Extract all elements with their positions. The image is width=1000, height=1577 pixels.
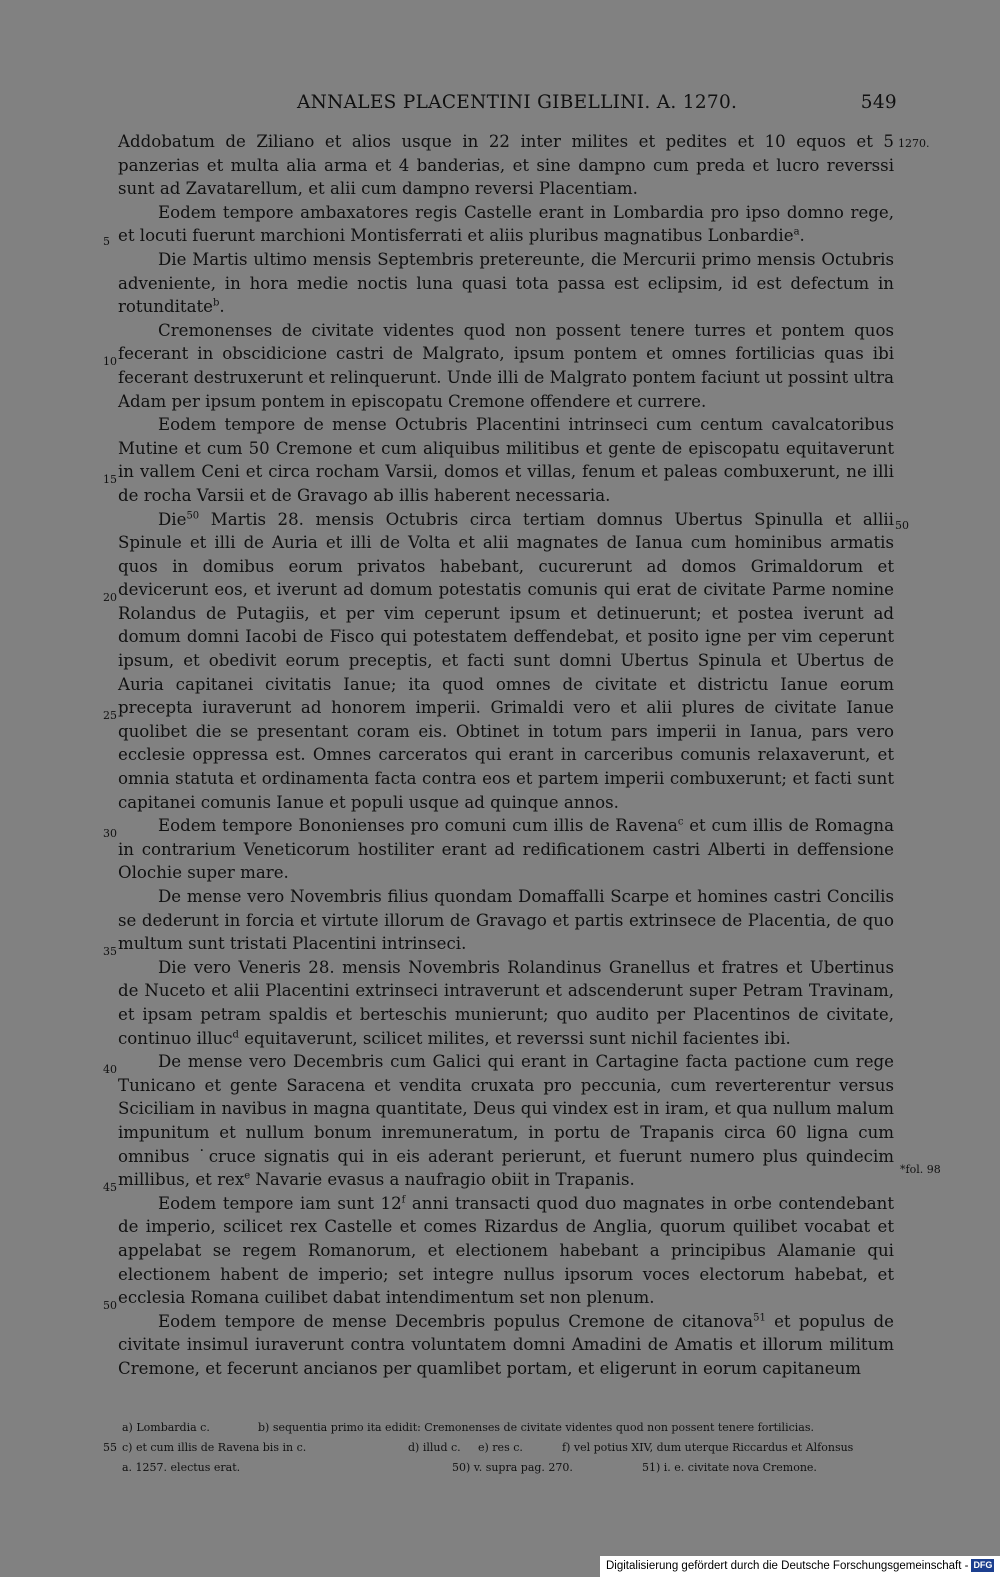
- paragraph: [118, 1310, 894, 1381]
- margin-note-number: 50: [895, 519, 909, 532]
- line-number: 10: [103, 355, 117, 368]
- line-number: 20: [103, 591, 117, 604]
- footnote: f) vel potius XIV, dum uterque Riccardus et Alfonsus: [562, 1441, 854, 1454]
- line-number: 25: [103, 709, 117, 722]
- paragraph-tail: .: [799, 226, 805, 246]
- note-ref: 50: [186, 509, 200, 521]
- paragraph-text: Eodem tempore iam sunt 12: [158, 1193, 402, 1213]
- dfg-logo: DFG: [973, 1560, 993, 1570]
- paragraph-tail: .: [219, 297, 225, 317]
- paragraph-tail: anni transacti quod duo magnates in orbe contendebant de imperio, scilicet rex Castelle et comes Rizardus de Anglia, quorum quilibet vocabat et appelabat se regem Romanorum, et electionem habebant a principibus Alamanie qui electionem habent de imperio; set integre nullus ipsorum voces electorum habebat, et ecclesia Romana cuilibet dabat intendimentum set non plenum.: [118, 1193, 894, 1308]
- paragraph-text: Eodem tempore de mense Octubris Placentini intrinseci cum centum cavalcatoribus Mutine et cum 50 Cremone et cum aliquibus militibus et gente de episcopatu equitaverunt in vallem Ceni et circa rocham Varsii, domos et villas, fenum et paleas combuxerunt, ne illi de rocha Varsii et de Gravago ab illis haberent necessaria.: [118, 415, 894, 505]
- footnote: e) res c.: [478, 1441, 523, 1454]
- footnote: 50) v. supra pag. 270.: [452, 1461, 573, 1474]
- paragraph: [118, 508, 894, 815]
- margin-folio: *fol. 98: [900, 1163, 941, 1176]
- footnote: c) et cum illis de Ravena bis in c.: [122, 1441, 307, 1454]
- line-number: 50: [103, 1299, 117, 1312]
- paragraph-text: Martis 28. mensis Octubris circa tertiam domnus Ubertus Spinulla et allii Spinule et illi de Auria et illi de Volta et alii magnates de Ianua cum hominibus armatis quos in domibus eorum privatos habebant, cucurerunt ad domos Grimaldorum et devicerunt eos, et iverunt ad domum potestatis comunis qui erat de civitate Parme nomine Rolandus de Putagiis, et per vim ceperunt ipsum et detinuerunt; et postea iverunt ad domum domni Iacobi de Fisco qui potestatem deffendebat, et posito igne per vim ceperunt ipsum, et obedivit eorum preceptis, et facti sunt domni Ubertus Spinula et Ubertus de Auria capitanei civitatis Ianue; ita quod omnes de civitate et districtu Ianue eorum precepta iuraverunt ad honorem imperii. Grimaldi vero et alii plures de civitate Ianue quolibet die se presentant coram eis. Obtinet in totum pars imperii in Ianua, pars vero ecclesie oppressa est. Omnes carceratos qui erant in carceribus comunis relaxaverunt, et omnia statuta et ordinamenta facta contra eos et partem imperii combuxerunt; et facti sunt capitanei comunis Ianue et populi usque ad quinque annos.: [118, 509, 894, 812]
- margin-year: 1270.: [898, 137, 930, 150]
- footnote-ref: e: [244, 1170, 251, 1182]
- paragraph-text: Die Martis ultimo mensis Septembris pretereunte, die Mercurii primo mensis Octubris adveniente, in hora medie noctis luna quasi tota passa est eclipsim, id est defectum in rotunditate: [118, 249, 894, 317]
- paragraph-lead: Die: [158, 509, 187, 529]
- paragraph: [118, 248, 894, 319]
- paragraph: [118, 1050, 894, 1192]
- paragraph-text: Cremonenses de civitate videntes quod non possent tenere turres et pontem quos fecerant in obscidicione castri de Malgrato, ipsum pontem et omnes fortilicias quas ibi fecerant destruxerunt et relinquerunt. Unde illi de Malgrato pontem faciunt ut possint ultra Adam per ipsum pontem in episcopatu Cremone offendere et currere.: [118, 320, 894, 411]
- footnote: a) Lombardia c.: [122, 1421, 210, 1434]
- footnote-ref: d: [232, 1029, 239, 1041]
- footnote: b) sequentia primo ita edidit: Cremonenses de civitate videntes quod non possent tenere fortilicias.: [258, 1421, 814, 1434]
- paragraph-tail: equitaverunt, scilicet milites, et reverssi sunt nichil facientes ibi.: [238, 1028, 791, 1048]
- footnote-line: [122, 1418, 894, 1438]
- paragraph-tail: et populus de civitate insimul iuraverunt contra voluntatem domni Amadini de Amatis et illorum militum Cremone, et fecerunt ancianos per quamlibet portam, et eligerunt in eorum capitaneum: [118, 1311, 894, 1378]
- footnote-ref: c: [677, 816, 684, 828]
- paragraph-text: De mense vero Novembris filius quondam Domaffalli Scarpe et homines castri Concilis se dederunt in forcia et virtute illorum de Gravago et partis extrinsece de Placentia, de quo multum sunt tristati Placentini intrinseci.: [118, 887, 894, 954]
- paragraph-text: Die vero Veneris 28. mensis Novembris Rolandinus Granellus et fratres et Ubertinus de Nuceto et alii Placentini extrinseci intraverunt et adscenderunt super Petram Travinam, et ipsam petram spaldis et berteschis munierunt; quo audito per Placentinos de civitate, continuo illuc: [118, 957, 894, 1048]
- footnote-line: [122, 1438, 894, 1458]
- footnote: a. 1257. electus erat.: [122, 1461, 241, 1474]
- main-text: [118, 130, 894, 1380]
- line-number: 30: [103, 827, 117, 840]
- footnote-ref: b: [212, 297, 220, 309]
- credit-text: Digitalisierung gefördert durch die Deutsche Forschungsgemeinschaft -: [606, 1560, 969, 1572]
- paragraph: [118, 319, 894, 413]
- paragraph: [118, 130, 894, 201]
- footnote-ref: f: [401, 1194, 406, 1206]
- footnote-ref: a: [793, 226, 800, 238]
- paragraph: [118, 201, 894, 248]
- paragraph-tail: et cum illis de Romagna in contrarium Veneticorum hostiliter erant ad redificationem castri Alberti in deffensione Olochie super mare.: [118, 816, 894, 883]
- paragraph: [118, 885, 894, 956]
- line-number: 5: [103, 235, 110, 248]
- footnote: d) illud c.: [408, 1441, 461, 1454]
- paragraph-text: Eodem tempore ambaxatores regis Castelle erant in Lombardia pro ipso domno rege, et locuti fuerunt marchioni Montisferrati et aliis pluribus magnatibus Lonbardie: [118, 202, 894, 246]
- footnote-line-number: 55: [103, 1441, 117, 1454]
- paragraph-text: De mense vero Decembris cum Galici qui erant in Cartagine facta pactione cum rege Tunicano et gente Saracena et vendita cruxata pro peccunia, cum reverterentur versus Sciciliam in navibus in magna quantitate, Deus qui vindex est in iram, et qua nullum malum impunitum et nullum bonum inremuneratum, in portu de Trapanis circa 60 ligna cum omnibus ˙cruce signatis qui in eis aderant perierunt, et fuerunt numero plus quindecim millibus, et rex: [118, 1052, 894, 1190]
- footnote-line: [122, 1458, 894, 1478]
- paragraph: [118, 1192, 894, 1310]
- paragraph: [118, 956, 894, 1050]
- running-title: ANNALES PLACENTINI GIBELLINI. A. 1270.: [297, 92, 738, 113]
- footnotes: [103, 1418, 894, 1478]
- page-number: 549: [860, 92, 897, 113]
- line-number: 45: [103, 1181, 117, 1194]
- line-number: 35: [103, 945, 117, 958]
- line-number: 40: [103, 1063, 117, 1076]
- paragraph: [118, 814, 894, 885]
- paragraph-text: Addobatum de Ziliano et alios usque in 22 inter milites et pedites et 10 equos et 5 panzerias et multa alia arma et 4 banderias, et sine dampno cum preda et lucro reverssi sunt ad Zavatarellum, et alii cum dampno reversi Placentiam.: [118, 132, 894, 199]
- line-number: 15: [103, 473, 117, 486]
- digitization-credit: [600, 1556, 1000, 1577]
- note-ref: 51: [753, 1312, 766, 1324]
- paragraph: [118, 413, 894, 507]
- paragraph-tail: Navarie evasus a naufragio obiit in Trapanis.: [250, 1170, 635, 1190]
- paragraph-text: Eodem tempore de mense Decembris populus Cremone de citanova: [158, 1311, 754, 1331]
- footnote: 51) i. e. civitate nova Cremone.: [642, 1461, 817, 1474]
- paragraph-text: Eodem tempore Bononienses pro comuni cum illis de Ravena: [158, 816, 678, 836]
